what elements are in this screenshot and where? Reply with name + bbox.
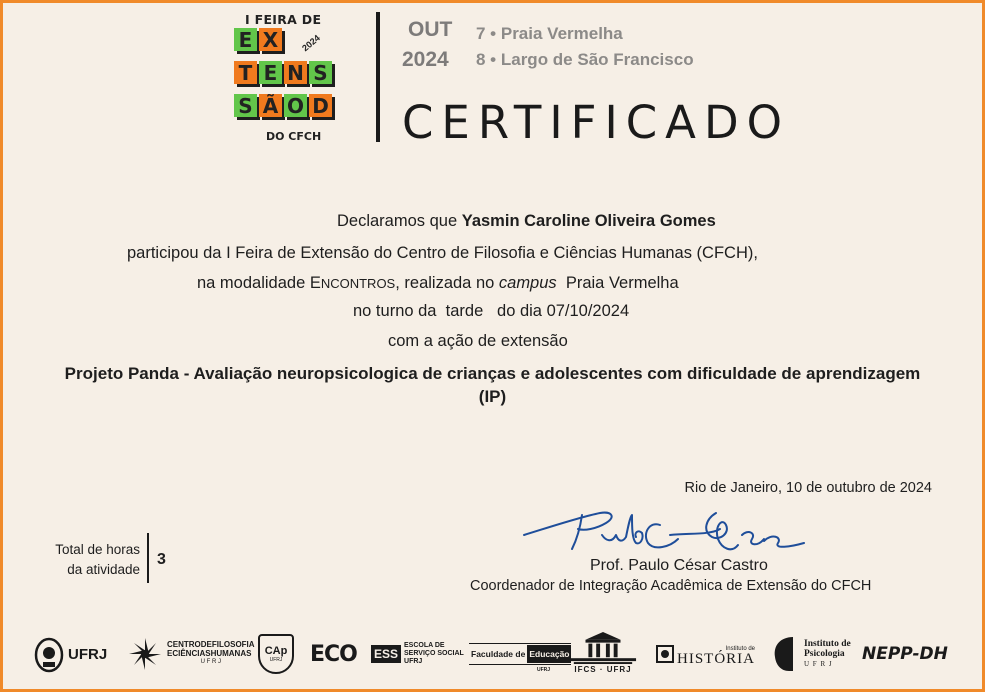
cap-shield-icon [258, 634, 294, 674]
ufrj-text: UFRJ [68, 645, 108, 663]
cfch-logo [127, 632, 255, 676]
shift-value: tarde [445, 302, 484, 320]
hours-value: 3 [157, 551, 166, 568]
event-location-1: 7 • Praia Vermelha [476, 24, 623, 43]
fe-text-1: Faculdade de [471, 649, 526, 659]
historia-square-icon [656, 645, 674, 663]
fe-mark [469, 643, 571, 665]
participation-line: participou da I Feira de Extensão do Centro de Filosofia e Ciências Humanas (CFCH), [127, 244, 758, 262]
ifcs-building-icon [567, 630, 639, 665]
historia-text [677, 644, 755, 667]
logo-top-text: I FEIRA DE [245, 12, 322, 27]
hours-label [30, 540, 140, 580]
historia-text-2: HISTÓRIA [677, 651, 755, 667]
signature-image [520, 505, 810, 565]
modality-line [197, 274, 679, 293]
ip-logo [771, 632, 851, 676]
ifcs-logo [567, 630, 639, 674]
ess-text-1: ESCOLA DE [404, 642, 445, 649]
cap-text: CAp [264, 645, 288, 657]
cfch-text-2: ECIÊNCIASHUMANAS [167, 648, 252, 658]
logo-tile: T [234, 61, 257, 84]
logo-tile: O [284, 94, 307, 117]
ip-text-2: Psicologia [804, 649, 845, 659]
eco-text: ECO [310, 641, 357, 667]
action-intro: com a ação de extensão [388, 332, 568, 350]
modality-prefix: na modalidade E [197, 274, 321, 292]
hours-label-line-2: da atividade [67, 562, 140, 577]
signer-name: Prof. Paulo César Castro [590, 557, 768, 574]
hours-divider [147, 533, 149, 583]
hours-label-line-1: Total de horas [55, 542, 140, 557]
ip-text-3: U F R J [804, 660, 833, 668]
logo-tile: Ã [259, 94, 282, 117]
activity-date: 07/10/2024 [546, 302, 630, 320]
ess-logo [371, 632, 464, 676]
declaration-line [337, 212, 716, 231]
recipient-name: Yasmin Caroline Oliveira Gomes [461, 212, 716, 230]
ess-text-3: UFRJ [404, 658, 423, 665]
fe-text-3: UFRJ [537, 667, 551, 673]
campus-name: Praia Vermelha [556, 274, 679, 292]
logo-tile: X [259, 28, 282, 51]
campus-word: campus [498, 274, 557, 292]
action-title: Projeto Panda - Avaliação neuropsicologica de crianças e adolescentes com dificuldade de aprendizagem (IP) [64, 364, 921, 406]
ip-profile-icon [771, 635, 801, 673]
cfch-text-1: CENTRODEFILOSOFIA [167, 640, 255, 650]
ess-badge: ESS [371, 645, 401, 663]
cfch-text [167, 641, 255, 667]
fe-text-2: Educação [527, 645, 571, 663]
ess-text [404, 642, 464, 666]
cap-subtext: UFRJ [269, 657, 283, 663]
logo-tile: N [284, 61, 307, 84]
declare-prefix: Declaramos que [337, 212, 458, 230]
logo-tile: D [309, 94, 332, 117]
logo-tile: E [259, 61, 282, 84]
nepp-dh-logo [862, 632, 948, 676]
logo-tile: E [234, 28, 257, 51]
event-location-2: 8 • Largo de São Francisco [476, 50, 694, 69]
ess-text-2: SERVIÇO SOCIAL [404, 650, 464, 657]
logo-letter-grid [234, 28, 338, 127]
eco-logo [310, 632, 357, 676]
date-prefix: do dia [483, 302, 547, 320]
cfch-text-3: U F R J [200, 659, 221, 666]
ip-text-1: Instituto de [804, 639, 851, 649]
event-month: OUT [408, 18, 453, 41]
modality-mid: , realizada no [395, 274, 499, 292]
nepp-dh-text: NEPP-DH [862, 644, 948, 664]
place-date: Rio de Janeiro, 10 de outubro de 2024 [684, 480, 932, 496]
certificate-title: CERTIFICADO [402, 96, 791, 149]
historia-logo [656, 632, 755, 676]
signer-role: Coordenador de Integração Acadêmica de Extensão do CFCH [470, 578, 872, 594]
ufrj-crest-icon [34, 635, 64, 673]
shift-line [353, 302, 629, 321]
modality-name: NCONTROS [320, 276, 396, 291]
header-divider [376, 12, 380, 142]
logo-year: 2024 [300, 32, 322, 54]
feira-extensao-logo [228, 12, 338, 144]
logo-tile: S [234, 94, 257, 117]
logo-bottom-text: DO CFCH [266, 130, 322, 143]
fe-logo [469, 632, 571, 676]
logo-tile: S [309, 61, 332, 84]
ip-text [804, 639, 851, 669]
ifcs-text: IFCS · UFRJ [574, 665, 632, 674]
ufrj-logo [34, 632, 107, 676]
shift-prefix: no turno da [353, 302, 446, 320]
event-year: 2024 [402, 48, 449, 71]
cfch-spiral-icon [127, 636, 163, 672]
cap-logo [258, 632, 294, 676]
historia-text-1: Instituto de [725, 646, 755, 652]
